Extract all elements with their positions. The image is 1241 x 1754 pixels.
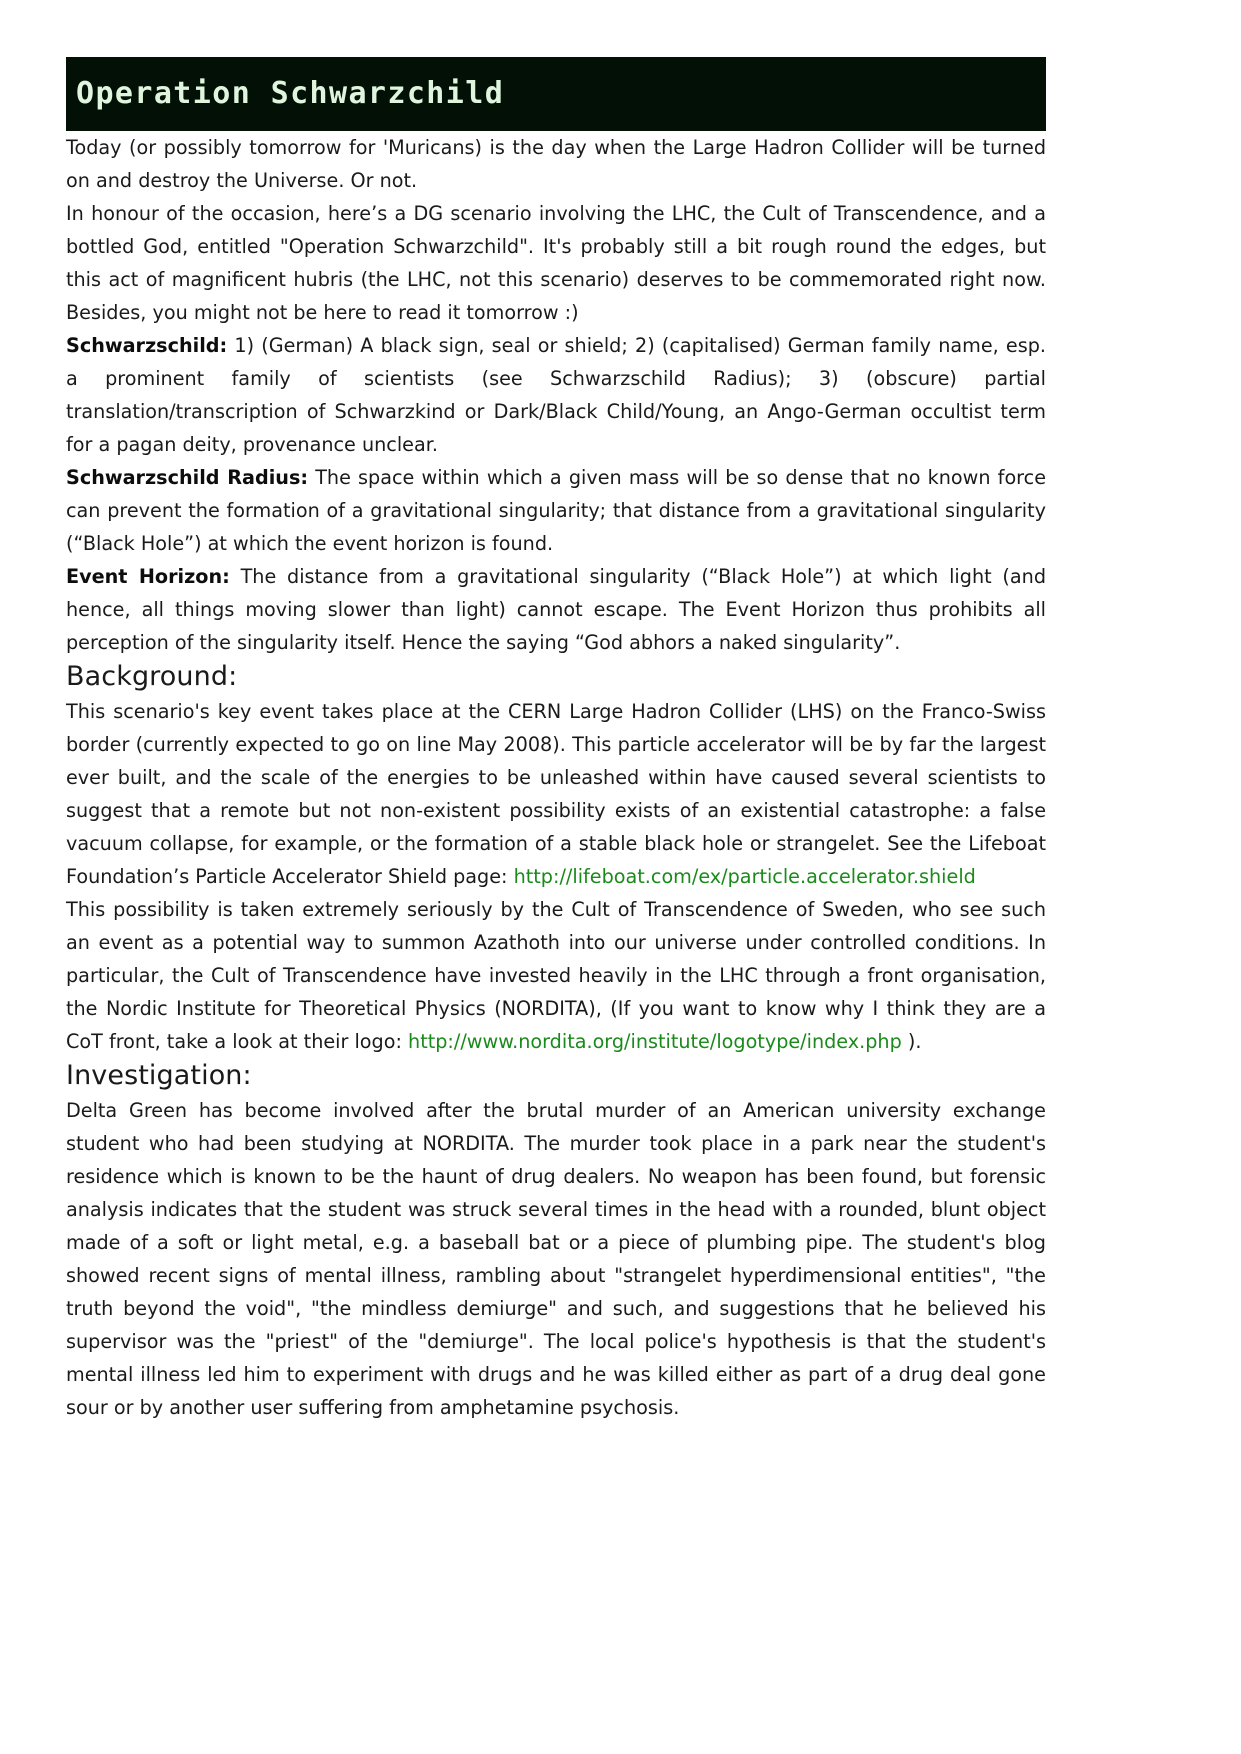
definition-event-horizon bbox=[66, 560, 1046, 659]
definition-text: The distance from a gravitational singularity (“Black Hole”) at which light (and hence, all things moving slower than light) cannot escape. The Event Horizon thus prohibits all perception of the singularity itself. Hence the saying “God abhors a naked singularity”. bbox=[66, 565, 1046, 654]
background-paragraph-2-tail: ). bbox=[901, 1030, 922, 1053]
definition-term: Schwarzschild Radius: bbox=[66, 466, 309, 489]
definition-term: Event Horizon: bbox=[66, 565, 230, 588]
document-title-banner bbox=[66, 57, 1046, 131]
definition-term: Schwarzschild: bbox=[66, 334, 228, 357]
background-paragraph-1-text: This scenario's key event takes place at the CERN Large Hadron Collider (LHS) on the Franco-Swiss border (currently expected to go on line May 2008). This particle accelerator will be by far the largest ever built, and the scale of the energies to be unleashed within have caused several scientists to suggest that a remote but not non-existent possibility exists of an existential catastrophe: a false vacuum collapse, for example, or the formation of a stable black hole or strangelet. See the Lifeboat Foundation’s Particle Accelerator Shield page: bbox=[66, 700, 1046, 888]
definition-text: The space within which a given mass will be so dense that no known force can prevent the formation of a gravitational singularity; that distance from a gravitational singularity (“Black Hole”) at which the event horizon is found. bbox=[66, 466, 1046, 555]
definition-schwarzschild bbox=[66, 329, 1046, 461]
investigation-paragraph-1: Delta Green has become involved after the brutal murder of an American university exchange student who had been studying at NORDITA. The murder took place in a park near the student's residence which is known to be the haunt of drug dealers. No weapon has been found, but forensic analysis indicates that the student was struck several times in the head with a rounded, blunt object made of a soft or light metal, e.g. a baseball bat or a piece of plumbing pipe. The student's blog showed recent signs of mental illness, rambling about "strangelet hyperdimensional entities", "the truth beyond the void", "the mindless demiurge" and such, and suggestions that he believed his supervisor was the "priest" of the "demiurge". The local police's hypothesis is that the student's mental illness led him to experiment with drugs and he was killed either as part of a drug deal gone sour or by another user suffering from amphetamine psychosis. bbox=[66, 1099, 1046, 1419]
definition-schwarzschild-radius bbox=[66, 461, 1046, 560]
background-paragraph-1 bbox=[66, 695, 1046, 893]
document-content bbox=[66, 57, 1046, 1424]
section-heading-investigation: Investigation: bbox=[66, 1060, 252, 1091]
intro-paragraph-1: Today (or possibly tomorrow for 'Muricans) is the day when the Large Hadron Collider will be turned on and destroy the Universe. Or not. bbox=[66, 136, 1046, 192]
intro-paragraph-2: In honour of the occasion, here’s a DG scenario involving the LHC, the Cult of Transcendence, and a bottled God, entitled "Operation Schwarzchild". It's probably still a bit rough round the edges, but this act of magnificent hubris (the LHC, not this scenario) deserves to be commemorated right now. Besides, you might not be here to read it tomorrow :) bbox=[66, 202, 1046, 324]
definition-text: 1) (German) A black sign, seal or shield; 2) (capitalised) German family name, esp. a prominent family of scientists (see Schwarzschild Radius); 3) (obscure) partial translation/transcription of Schwarzkind or Dark/Black Child/Young, an Ango-German occultist term for a pagan deity, provenance unclear. bbox=[66, 334, 1046, 456]
nordita-logotype-link[interactable]: http://www.nordita.org/institute/logotype/index.php bbox=[408, 1030, 902, 1053]
background-paragraph-2-text: This possibility is taken extremely seriously by the Cult of Transcendence of Sweden, who see such an event as a potential way to summon Azathoth into our universe under controlled conditions. In particular, the Cult of Transcendence have invested heavily in the LHC through a front organisation, the Nordic Institute for Theoretical Physics (NORDITA), (If you want to know why I think they are a CoT front, take a look at their logo: bbox=[66, 898, 1046, 1053]
section-heading-background: Background: bbox=[66, 661, 238, 692]
background-paragraph-2 bbox=[66, 893, 1046, 1058]
page-title: Operation Schwarzchild bbox=[76, 76, 505, 111]
lifeboat-shield-link[interactable]: http://lifeboat.com/ex/particle.accelerator.shield bbox=[513, 865, 976, 888]
